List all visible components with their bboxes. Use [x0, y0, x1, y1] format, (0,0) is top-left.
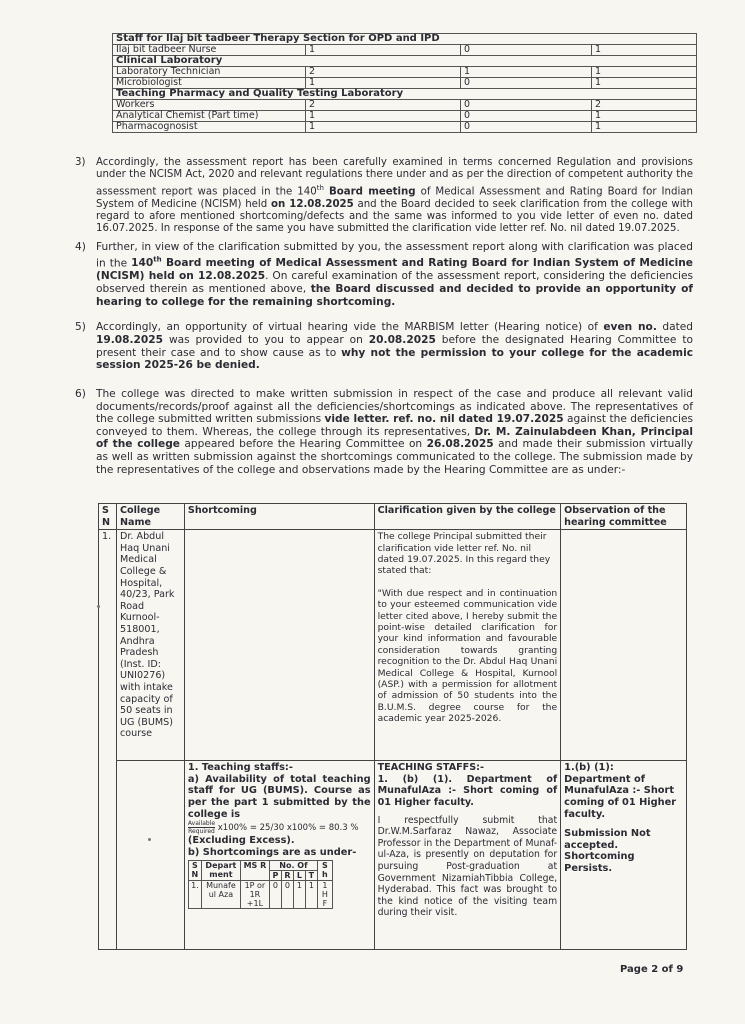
sanctioned-count: 1 [306, 45, 461, 56]
page-number: Page 2 of 9 [620, 964, 684, 975]
paragraph-number: 5) [75, 321, 86, 333]
sanctioned-count: 2 [306, 67, 461, 78]
inner-dept: Munafe ul Aza [201, 881, 240, 909]
table-row [99, 761, 687, 950]
table-row [188, 881, 332, 909]
inner-p: 0 [269, 881, 281, 909]
available-count: 0 [461, 100, 592, 111]
available-count: 0 [461, 122, 592, 133]
clarification-subtitle: 1. (b) (1). Department of MunafulAza :- Short coming of 01 Higher faculty. [377, 773, 558, 808]
paragraph-5: 5) Accordingly, an opportunity of virtual hearing vide the MARBISM letter (Hearing notice) of even no. dated 19.08.2025 was provided to you to appear on 20.08.2025 before the designated Hearing Committee to present their case and to show cause as to why not the permission to your college for the academic session 2025-26 be denied. [75, 321, 693, 372]
staff-label: Laboratory Technician [113, 67, 306, 78]
available-count: 1 [461, 67, 592, 78]
excluding-excess: (Excluding Excess). [187, 835, 295, 847]
header-sn: S N [99, 504, 117, 530]
paragraph-number: 6) [75, 388, 86, 400]
inner-header-r: R [281, 871, 293, 881]
header-college: College Name [116, 504, 184, 530]
sanctioned-count: 1 [306, 122, 461, 133]
available-count: 0 [461, 45, 592, 56]
inner-msr: 1P or 1R +1L [240, 881, 269, 909]
clarification-cell [374, 761, 561, 950]
inner-r: 0 [281, 881, 293, 909]
shortcoming-b: b) Shortcomings are as under- [187, 846, 357, 858]
sanctioned-count: 2 [306, 100, 461, 111]
table-row [113, 100, 697, 111]
staff-section-row [113, 56, 697, 67]
available-count: 0 [461, 78, 592, 89]
table-row [113, 111, 697, 122]
shortfall-count: 2 [592, 100, 697, 111]
hearing-table [98, 503, 687, 950]
table-row [113, 122, 697, 133]
shortfall-count: 1 [592, 122, 697, 133]
inner-header-dept: Depart ment [201, 861, 240, 881]
inner-header-sh: S h [317, 861, 332, 881]
observation-title: 1.(b) (1): Department of MunafulAza :- Short coming of 01 Higher faculty. [564, 762, 677, 820]
shortcoming-a: a) Availability of total teaching staff for UG (BUMS). Course as per the part 1 submitted by the college is [187, 773, 371, 820]
section-title: Clinical Laboratory [113, 56, 697, 67]
inner-header-t: T [305, 871, 317, 881]
paragraph-6: 6) The college was directed to make written submission in respect of the case and produce all relevant valid documents/records/proof against all the deficiencies/shortcomings as indicated above. The representatives of the college submitted written submissions vide letter. ref. no. nil dated 19.07.2025 against the deficiencies conveyed to them. Whereas, the college through its representatives, Dr. M. Zainulabdeen Khan, Principal of the college appeared before the Hearing Committee on 26.08.2025 and made their submission virtually as well as written submission against the shortcomings communicated to the college. The submission made by the representatives of the college and observations made by the Hearing Committee are as under:- [75, 388, 694, 476]
inner-l: 1 [293, 881, 305, 909]
row-sn: 1. [99, 530, 117, 950]
staff-label: Analytical Chemist (Part time) [113, 111, 306, 122]
shortcoming-cell [184, 761, 374, 950]
observation-cell [561, 761, 687, 950]
shortfall-count: 1 [592, 78, 697, 89]
inner-sn: 1. [188, 881, 201, 909]
department-table [188, 860, 333, 909]
table-row [99, 530, 687, 761]
sanctioned-count: 1 [306, 111, 461, 122]
section-title: Staff for Ilaj bit tadbeer Therapy Section for OPD and IPD [113, 34, 697, 45]
clarification-intro: The college Principal submitted their clarification vide letter ref. No. nil dated 19.07.2025. In this regard they stated that: [377, 531, 551, 577]
staff-table [112, 33, 697, 133]
scan-speck [148, 838, 151, 841]
inner-header-sn: S N [188, 861, 201, 881]
shortfall-count: 1 [592, 45, 697, 56]
college-name-cell: Dr. Abdul Haq Unani Medical College & Hospital, 40/23, Park Road Kurnool-518001, Andhra Pradesh (Inst. ID: UNI0276) with intake capacity of 50 seats in UG (BUMS) course [116, 530, 184, 761]
inner-header-l: L [293, 871, 305, 881]
formula-numerator: Available [187, 820, 216, 828]
scan-speck [97, 605, 100, 608]
staff-label: Microbiologist [113, 78, 306, 89]
header-clarification: Clarification given by the college [374, 504, 561, 530]
formula-rest: x100% = 25/30 x100% = 80.3 % [217, 823, 359, 834]
staff-section-row [113, 34, 697, 45]
hearing-table-header [99, 504, 687, 530]
paragraph-4: 4) Further, in view of the clarification submitted by you, the assessment report along with clarification was placed in the 140th Board meeting of Medical Assessment and Rating Board for Indian System of Medicine (NCISM) held on 12.08.2025. On careful examination of the assessment report, considering the deficiencies observed therein as mentioned above, the Board discussed and decided to provide an opportunity of hearing to college for the remaining shortcoming. [75, 241, 693, 308]
staff-section-row [113, 89, 697, 100]
inner-header-p: P [269, 871, 281, 881]
shortfall-count: 1 [592, 67, 697, 78]
observation-empty-cell [561, 530, 687, 761]
clarification-body: I respectfully submit that Dr.W.M.Sarfaraz Nawaz, Associate Professor in the Department of Munaf-ul-Aza, is presently on deputation for pursuing Post-graduation at Government NizamiahTibbia College, Hyderabad. This fact was brought to the kind notice of the visiting team during their visit. [377, 814, 558, 919]
paragraph-number: 4) [75, 241, 86, 253]
shortcoming-title: 1. Teaching staffs:- [187, 762, 293, 774]
staff-label: Ilaj bit tadbeer Nurse [113, 45, 306, 56]
clarification-intro-cell [374, 530, 561, 761]
staff-label: Workers [113, 100, 306, 111]
inner-t: 1 [305, 881, 317, 909]
section-title: Teaching Pharmacy and Quality Testing Laboratory [113, 89, 697, 100]
paragraph-number: 3) [75, 157, 86, 168]
clarification-title: TEACHING STAFFS:- [377, 762, 484, 774]
inner-header-no-of: No. Of [269, 861, 317, 871]
staff-label: Pharmacognosist [113, 122, 306, 133]
header-observation: Observation of the hearing committee [561, 504, 687, 530]
college-name-cont-cell [116, 761, 184, 950]
shortfall-count: 1 [592, 111, 697, 122]
inner-sh: 1 H F [317, 881, 332, 909]
inner-header-msr: MS R [240, 861, 269, 881]
observation-body: Submission Not accepted. Shortcoming Persists. [564, 828, 651, 874]
formula [188, 820, 371, 835]
table-row [113, 45, 697, 56]
sanctioned-count: 1 [306, 78, 461, 89]
header-shortcoming: Shortcoming [184, 504, 374, 530]
clarification-quote: "With due respect and in continuation to your esteemed communication vide letter cited above, I hereby submit the point-wise detailed clarification for your kind information and favourable consideration towards granting recognition to the Dr. Abdul Haq Unani Medical College & Hospital, Kurnool (ASP.) with a permission for allotment of admission of 50 students into the B.U.M.S. degree course for the academic year 2025-2026. [377, 587, 558, 725]
shortcoming-empty-cell [184, 530, 374, 761]
table-row [113, 78, 697, 89]
formula-denominator: Required [188, 828, 215, 836]
table-row [113, 67, 697, 78]
paragraph-3: 3) Accordingly, the assessment report has been carefully examined in terms concerned Regulation and provisions under the NCISM Act, 2020 and relevant regulations there under and as per the direction of competent authority the assessment report was placed in the 140th Board meeting of Medical Assessment and Rating Board for Indian System of Medicine (NCISM) held on 12.08.2025 and the Board decided to seek clarification from the college with regard to afore mentioned shortcoming/defects and the same was informed to you vide letter of even no. dated 16.07.2025. In response of the same you have submitted the clarification vide letter ref. No. nil dated 19.07.2025. [75, 157, 694, 235]
available-count: 0 [461, 111, 592, 122]
